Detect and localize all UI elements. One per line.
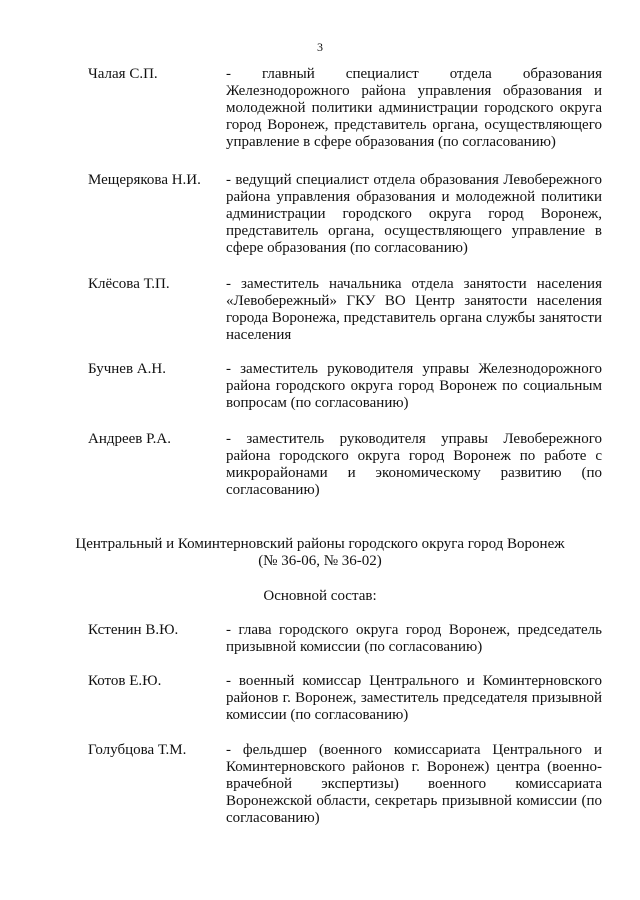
member-description: - глава городского округа город Воронеж, председатель призывной комиссии (по согласованию) — [226, 622, 602, 655]
member-description: - главный специалист отдела образования Железнодорожного района управления образования и молодежной политики администрации городского округа город Воронеж, представитель органа, осуществляющего управление в сфере образования (по согласованию) — [226, 66, 602, 150]
section-heading: Центральный и Коминтерновский районы городского округа город Воронеж — [75, 536, 565, 552]
member-name: Чалая С.П. — [88, 66, 158, 82]
member-description: - военный комиссар Центрального и Коминтерновского районов г. Воронеж, заместитель председателя призывной комиссии (по согласованию) — [226, 673, 602, 723]
member-name: Клёсова Т.П. — [88, 276, 170, 292]
member-description: - фельдшер (военного комиссариата Центрального и Коминтерновского районов г. Воронеж) центра (военно-врачебной экспертизы) военного комиссариата Воронежской области, секретарь призывной комиссии (по согласованию) — [226, 742, 602, 826]
member-name: Котов Е.Ю. — [88, 673, 162, 689]
member-description: - заместитель руководителя управы Левобережного района городского округа город Воронеж по работе с микрорайонами и экономическому развитию (по согласованию) — [226, 431, 602, 498]
page-number: 3 — [317, 40, 323, 54]
member-name: Кстенин В.Ю. — [88, 622, 179, 638]
member-description: - заместитель руководителя управы Железнодорожного района городского округа город Воронеж по социальным вопросам (по согласованию) — [226, 361, 602, 411]
member-description: - заместитель начальника отдела занятости населения «Левобережный» ГКУ ВО Центр занятости населения города Воронежа, представитель органа службы занятости населения — [226, 276, 602, 343]
member-name: Мещерякова Н.И. — [88, 172, 201, 188]
member-name: Бучнев А.Н. — [88, 361, 166, 377]
member-description: - ведущий специалист отдела образования Левобережного района управления образования и молодежной политики администрации городского округа город Воронеж, представитель органа, осуществляющего управление в сфере образования (по согласованию) — [226, 172, 602, 256]
section-subheading: Основной состав: — [263, 588, 377, 604]
member-name: Андреев Р.А. — [88, 431, 171, 447]
member-name: Голубцова Т.М. — [88, 742, 187, 758]
section-heading-numbers: (№ 36-06, № 36-02) — [258, 553, 382, 569]
